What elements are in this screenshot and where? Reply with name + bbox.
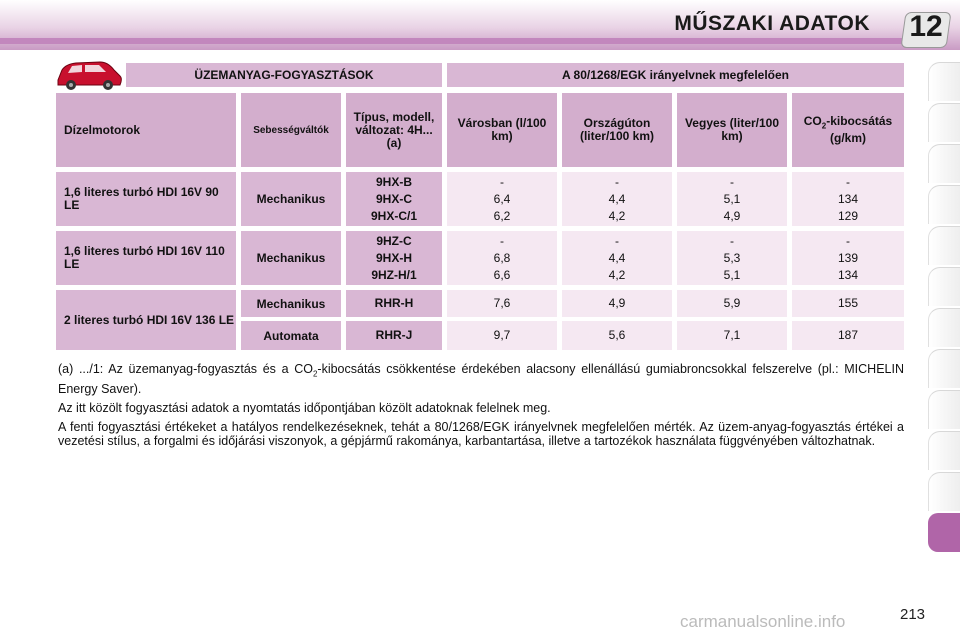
row-gearbox: Mechanikus bbox=[241, 290, 341, 317]
row-urban-values bbox=[447, 290, 557, 317]
value: - bbox=[615, 233, 619, 248]
chapter-tabs bbox=[928, 62, 960, 577]
value: 4,2 bbox=[608, 267, 626, 282]
row-combined-values bbox=[677, 231, 787, 285]
row-urban-values bbox=[447, 321, 557, 350]
chapter-tab[interactable] bbox=[928, 431, 960, 470]
value: 6,6 bbox=[493, 267, 511, 282]
col-header-gearbox: Sebességváltók bbox=[241, 93, 341, 167]
value: 155 bbox=[837, 296, 859, 310]
type-code: 9HX-C bbox=[375, 191, 412, 206]
value: 4,2 bbox=[608, 208, 626, 223]
row-urban-values bbox=[447, 231, 557, 285]
row-extra-values bbox=[562, 321, 672, 350]
row-engine-label: 2 literes turbó HDI 16V 136 LE bbox=[56, 290, 236, 350]
value: 5,6 bbox=[608, 328, 626, 342]
type-code: 9HX-H bbox=[375, 250, 412, 265]
type-code: 9HX-C/1 bbox=[370, 208, 417, 223]
table-title-left: ÜZEMANYAG-FOGYASZTÁSOK bbox=[126, 63, 442, 87]
chapter-tab[interactable] bbox=[928, 185, 960, 224]
value: 7,6 bbox=[493, 296, 511, 310]
value: - bbox=[500, 174, 504, 189]
chapter-number: 12 bbox=[909, 10, 943, 43]
value: 4,9 bbox=[723, 208, 741, 223]
footnotes bbox=[58, 362, 904, 453]
row-engine-label: 1,6 literes turbó HDI 16V 110 LE bbox=[56, 231, 236, 285]
chapter-tab[interactable] bbox=[928, 144, 960, 183]
row-extra-values bbox=[562, 231, 672, 285]
row-types bbox=[346, 231, 442, 285]
row-urban-values bbox=[447, 172, 557, 226]
chapter-tab[interactable] bbox=[928, 308, 960, 347]
value: 5,1 bbox=[723, 191, 741, 206]
row-combined-values bbox=[677, 172, 787, 226]
value: 6,4 bbox=[493, 191, 511, 206]
value: 134 bbox=[837, 191, 859, 206]
row-gearbox: Automata bbox=[241, 321, 341, 350]
value: 129 bbox=[837, 208, 859, 223]
row-combined-values bbox=[677, 290, 787, 317]
row-co2-values bbox=[792, 321, 904, 350]
value: 5,9 bbox=[723, 296, 741, 310]
footnote-text: (a) .../1: Az üzemanyag-fogyasztás és a CO bbox=[58, 362, 313, 376]
value: 5,1 bbox=[723, 267, 741, 282]
type-code: 9HZ-C bbox=[376, 233, 412, 248]
value: - bbox=[846, 233, 850, 248]
page-number: 213 bbox=[900, 606, 926, 623]
header-stripe bbox=[0, 38, 905, 44]
note-measurement: A fenti fogyasztási értékeket a hatályos rendelkezéseknek, tehát a 80/1268/EGK irányelvnek megfelelően mérték. Az üzem-anyag-fogyasztás értékei a vezetési stílus, a forgalmi és időjárási viszonyok, a gépjármű rakománya, karbantartása, illetve a tartozékok használata függvényében változhatnak. bbox=[58, 419, 904, 448]
value: - bbox=[730, 233, 734, 248]
value: 9,7 bbox=[493, 328, 511, 342]
col-header-combined: Vegyes (liter/100 km) bbox=[677, 93, 787, 167]
value: 4,4 bbox=[608, 250, 626, 265]
value: - bbox=[730, 174, 734, 189]
row-extra-values bbox=[562, 172, 672, 226]
value: 6,2 bbox=[493, 208, 511, 223]
chapter-tab[interactable] bbox=[928, 472, 960, 511]
car-icon bbox=[54, 58, 124, 92]
row-co2-values bbox=[792, 172, 904, 226]
row-engine-label: 1,6 literes turbó HDI 16V 90 LE bbox=[56, 172, 236, 226]
type-code: RHR-H bbox=[374, 296, 414, 310]
footnote-text: -kibocsátás csökkentése érdekében alacsony ellenállású gumiabroncsokkal felszerelve (pl.: MICHELIN Energy Saver). bbox=[58, 362, 904, 396]
table-title-right: A 80/1268/EGK irányelvnek megfelelően bbox=[447, 63, 904, 87]
value: 4,9 bbox=[608, 296, 626, 310]
value: 139 bbox=[837, 250, 859, 265]
value: 134 bbox=[837, 267, 859, 282]
co2-subscript: 2 bbox=[821, 121, 827, 131]
row-types bbox=[346, 321, 442, 350]
chapter-tab[interactable] bbox=[928, 62, 960, 101]
value: - bbox=[615, 174, 619, 189]
chapter-tab[interactable] bbox=[928, 349, 960, 388]
col-header-co2 bbox=[792, 93, 904, 167]
col-header-type: Típus, modell, változat: 4H... (a) bbox=[346, 93, 442, 167]
co2-label-suffix: -kibocsátás (g/km) bbox=[826, 113, 893, 146]
row-types bbox=[346, 290, 442, 317]
footnote-a bbox=[58, 362, 904, 396]
col-header-extra-urban: Országúton (liter/100 km) bbox=[562, 93, 672, 167]
co2-label: CO bbox=[803, 113, 822, 128]
value: 6,8 bbox=[493, 250, 511, 265]
row-extra-values bbox=[562, 290, 672, 317]
co2-subscript: 2 bbox=[312, 369, 318, 379]
value: 187 bbox=[837, 328, 859, 342]
value: - bbox=[500, 233, 504, 248]
type-code: 9HZ-H/1 bbox=[371, 267, 417, 282]
col-header-urban: Városban (l/100 km) bbox=[447, 93, 557, 167]
type-code: 9HX-B bbox=[375, 174, 412, 189]
value: 5,3 bbox=[723, 250, 741, 265]
value: 7,1 bbox=[723, 328, 741, 342]
row-types bbox=[346, 172, 442, 226]
row-co2-values bbox=[792, 231, 904, 285]
chapter-tab[interactable] bbox=[928, 267, 960, 306]
col-header-engine: Dízelmotorok bbox=[56, 93, 236, 167]
chapter-tab[interactable] bbox=[928, 226, 960, 265]
value: - bbox=[846, 174, 850, 189]
type-code: RHR-J bbox=[375, 328, 413, 342]
page-title: MŰSZAKI ADATOK bbox=[674, 12, 870, 35]
row-combined-values bbox=[677, 321, 787, 350]
chapter-tab-active[interactable] bbox=[928, 513, 960, 552]
watermark: carmanualsonline.info bbox=[680, 612, 846, 631]
row-co2-values bbox=[792, 290, 904, 317]
row-gearbox: Mechanikus bbox=[241, 231, 341, 285]
value: 4,4 bbox=[608, 191, 626, 206]
chapter-tab[interactable] bbox=[928, 390, 960, 429]
chapter-tab[interactable] bbox=[928, 103, 960, 142]
row-gearbox: Mechanikus bbox=[241, 172, 341, 226]
note-print-date: Az itt közölt fogyasztási adatok a nyomtatás időpontjában közölt adatoknak felelnek meg. bbox=[58, 400, 551, 415]
